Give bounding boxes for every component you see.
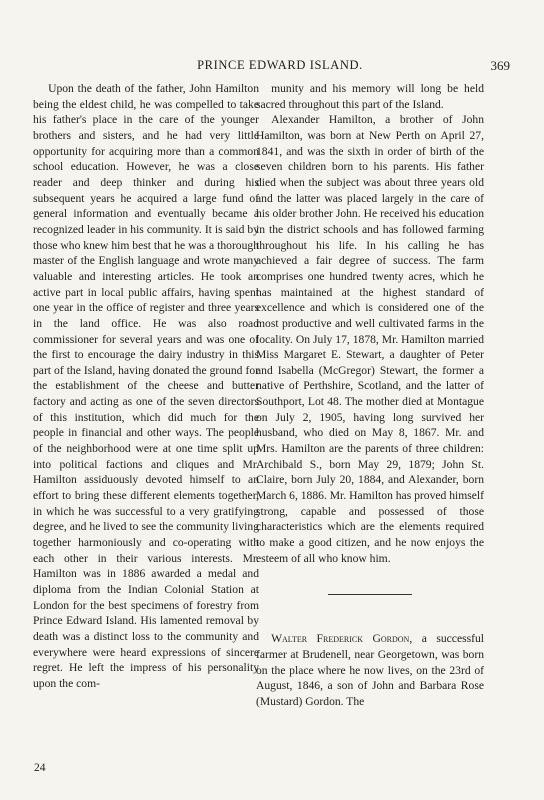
signature-mark: 24: [34, 762, 46, 774]
right-paragraph-3: [256, 631, 484, 709]
right-paragraph-2: Alexander Hamilton, a brother of John Hamilton, was born at New Perth on April 27, 1841, and was the sixth in order of birth of the seven children born to his parents. His father died when the subject was about three years old and the latter was placed largely in the care of his older brother John. He received his education in the district schools and has followed farming throughout his life. In his calling he has achieved a fair degree of success. The farm comprises one hundred twenty acres, which he has maintained at the highest standard of excellence and which is considered one of the most productive and well cultivated farms in the locality. On July 17, 1878, Mr. Hamilton married Miss Margaret E. Stewart, a daughter of Peter and Isabella (McGregor) Stewart, the former a native of Perthshire, Scotland, and the latter of Southport, Lot 48. The mother died at Montague on July 2, 1905, having long survived her husband, who died on May 8, 1867. Mr. and Mrs. Hamilton are the parents of three children: Archibald S., born May 29, 1879; John St. Claire, born July 20, 1884, and Alexander, born March 6, 1886. Mr. Hamilton has proved himself strong, capable and possessed of those characteristics which are the elements required to make a good citizen, and he now enjoys the esteem of all who know him.: [256, 113, 484, 565]
right-column: [256, 81, 484, 710]
left-paragraph-1: Upon the death of the father, John Hamilton being the eldest child, he was compelled to take his father's place in the care of the younger brothers and sisters, and he had very little opportunity for acquiring more than a common school education. However, he was a close reader and deep thinker and during his subsequent years he acquired a large fund of general information and eventually became a recognized leader in his community. It is said by those who knew him best that he was a thorough master of the English language and wrote many valuable and interesting articles. He took an active part in local public affairs, having spent one year in the office of register and three years in the land office. He was also road commissioner for several years and was one of the first to encourage the dairy industry in this part of the Island, having donated the ground for the establishment of the cheese and butter factory and acting as one of the seven directors of this institution, which did much for the people in financial and other ways. The people of the neighborhood were at one time split up into political factions and cliques and Mr. Hamilton assiduously devoted himself to an effort to bring these different elements together, in which he was successful to a very gratifying degree, and he lived to see the community living together harmoniously and co-operating with each other in their various interests. Mr. Hamilton was in 1886 awarded a medal and diploma from the Indian Colonial Station at London for the best specimens of forestry from Prince Edward Island. His lamented removal by death was a distinct loss to the community and everywhere were heard expressions of sincere regret. He left the impress of his personality upon the com-: [33, 82, 259, 690]
right-paragraph-1: munity and his memory will long be held sacred throughout this part of the Island.: [256, 82, 484, 111]
left-column: [33, 81, 259, 692]
entry-name: Walter Frederick Gordon: [271, 632, 410, 646]
running-header: [88, 58, 510, 78]
section-divider: [328, 594, 412, 595]
header-title: PRINCE EDWARD ISLAND.: [197, 58, 363, 72]
entry-text: , a successful farmer at Brudenell, near Georgetown, was born on the place where he now lives, on the 23rd of August, 1846, a son of John and Barbara Rose (Mustard) Gordon. The: [256, 632, 484, 708]
page-number: 369: [490, 58, 510, 73]
